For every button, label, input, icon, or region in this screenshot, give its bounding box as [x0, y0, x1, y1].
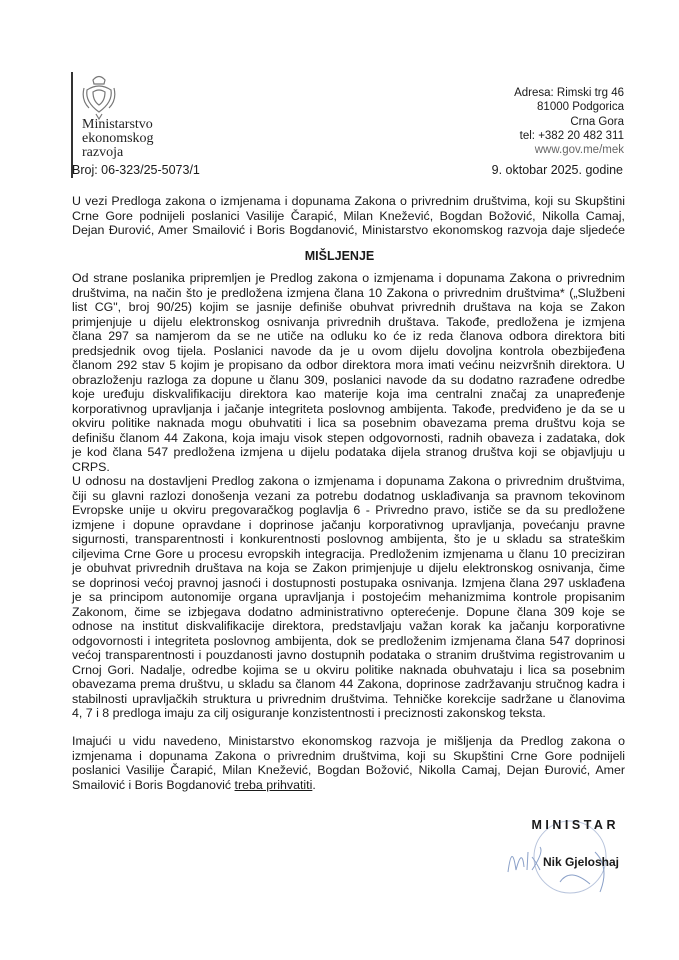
- address-line: Crna Gora: [570, 115, 624, 128]
- paragraph-1: [72, 271, 625, 474]
- text-line: Evropske unije u okviru pregovaračkog poglavlja 6 - Privredno pravo, ističe se da su predložene: [72, 503, 625, 517]
- paragraph-3: [72, 734, 625, 792]
- text-line: obavezama prema društvu, u skladu sa članom 44 Zakona, doprinose zadržavanju stručnog kadra i: [72, 677, 625, 691]
- text-line: članom 292 stav 5 kojim je propisano da odbor direktora mora imati većinu neizvršnih direktora. U: [72, 358, 625, 372]
- ministry-line: Ministarstvo: [82, 117, 153, 132]
- signatory-name: Nik Gjeloshaj: [542, 855, 619, 869]
- text-line: okviru politike naknada mogu obuhvatiti i lica sa posebnim obavezama prema društvu koja se: [72, 416, 625, 430]
- address-line: Adresa: Rimski trg 46: [514, 87, 624, 99]
- coat-of-arms-icon: [82, 72, 116, 122]
- text-fragment: Smailović i Boris Bogdanović: [72, 777, 235, 792]
- phone: tel: +382 20 482 311: [519, 129, 624, 142]
- address-block: [514, 86, 624, 157]
- text-line: poslanici Vasilije Čarapić, Milan Knežević, Bogdan Božović, Nikolla Camaj, Dejan Đurović, Amer: [72, 763, 625, 777]
- paragraph-2: [72, 474, 625, 721]
- conclusion-underlined: treba prihvatiti: [234, 777, 313, 792]
- text-line: Crne Gore podnijeli poslanici Vasilije Čarapić, Milan Knežević, Bogdan Božović, Nikolla Camaj,: [72, 208, 625, 223]
- ministry-line: ekonomskog: [82, 131, 154, 146]
- text-line: stabilnosti upravljačkih struktura u privrednim društvima. Tehničke korekcije sadržane u članovima: [72, 691, 625, 706]
- document-date: 9. oktobar 2025. godine: [491, 163, 623, 177]
- text-line: većoj transparentnosti i pouzdanosti javno dostupnih podataka o stranim društvima registrovanim u: [72, 648, 625, 662]
- text-line: se doprinosi većoj pravnoj jasnoći i dostupnosti postupaka osnivanja. Izmjena člana 297 usklađena: [72, 575, 625, 590]
- ministry-line: razvoja: [82, 145, 124, 160]
- text-line: odgovornosti i integriteta poslovnog ambijenta, dok se predloženim izmjenama člana 547 doprinosi: [72, 633, 625, 648]
- text-line: sigurnosti, transparentnosti i konkurentnosti poslovnog ambijenta, što je u skladu sa strateškim: [72, 532, 625, 546]
- text-line: predsjednik ovog tijela. Poslanici navode da je u ovom dijelu dovoljna kontrola obezbijeđena: [72, 343, 625, 358]
- text-line: U odnosu na dostavljeni Predlog zakona o izmjenama i dopunama Zakona o privrednim društvima,: [72, 474, 625, 488]
- website-link[interactable]: www.gov.me/mek: [534, 144, 624, 157]
- ministry-name: [82, 118, 154, 160]
- text-line: CRPS.: [72, 459, 110, 474]
- text-line: Od strane poslanika pripremljen je Predlog zakona o izmjenama i dopunama Zakona o privrednim: [72, 271, 625, 285]
- text-line: izmjene i dopune opravdane i doprinose jačanju korporativnog upravljanja, povećanju pravne: [72, 517, 625, 532]
- text-line: izmjenama i dopunama Zakona o privrednim društvima, koji su Skupštini Crne Gore podnijeli: [72, 748, 625, 763]
- text-line: 4, 7 i 8 predloga imaju za cilj osiguranje konzistentnosti i preciznosti zakonskog teksta.: [72, 706, 546, 720]
- text-line: Dejan Đurović, Amer Smailović i Boris Bogdanović, Ministarstvo ekonomskog razvoja daje sljedeće: [72, 223, 625, 237]
- text-line: Zakonom, čime se izbjegava dodatno administrativno opterećenje. Dopune člana 309 koje se: [72, 604, 625, 619]
- text-line: primjenjuje u dijelu elektronskog osnivanja privrednih društava. Takođe, predložena je izmjena: [72, 314, 625, 329]
- text-line: Imajući u vidu navedeno, Ministarstvo ekonomskog razvoja je mišljenja da Predlog zakona o: [72, 734, 625, 748]
- text-fragment: .: [312, 777, 316, 792]
- text-line: čiji su glavni razlozi donošenja vezani za potrebu dodatnog usklađivanja sa pravnom tekovinom: [72, 488, 625, 503]
- text-line: korporativnog upravljanja i jačanje integriteta poslovnog ambijenta. Takođe, predviđeno je da se u: [72, 401, 625, 416]
- text-line: obrazloženju razloga za dopune u članu 309, poslanici navode da su dodatno razrađene odredbe: [72, 372, 625, 387]
- text-line: je kod člana 547 predložena izmjena u dijelu podataka dijela stranog društva koji se objavljuju u: [72, 445, 625, 459]
- text-line: odnose na institut diskvalifikacije direktora, predstavljaju važan korak ka jačanju korporativne: [72, 619, 625, 633]
- text-line: list CG", broj 90/25) kojim se jasnije definiše obuhvat privrednih društava na koja se Zakon: [72, 300, 625, 314]
- address-line: 81000 Podgorica: [537, 101, 624, 114]
- text-line: koje uređuju diskvalifikaciju direktora kao materije koja ima centralni značaj za unapređenje: [72, 387, 625, 401]
- text-line: člana 297 sa namjerom da se ne utiče na odluku ko će iz reda članova odbora direktora biti: [72, 329, 625, 343]
- text-line: je sa principom autonomije organa upravljanja i postojećim mehanizmima kontrole propisanim: [72, 590, 625, 604]
- text-line: je obuhvat privrednih društava na koja se Zakon primjenjuje u dijelu elektronskog osnivanja, čime: [72, 561, 625, 575]
- text-line: Crnoj Gori. Nadalje, odredbe kojima se u okviru politike naknada obuhvataju i lica sa posebnim: [72, 662, 625, 677]
- text-line: definišu članom 44 Zakona, koja imaju visok stepen odgovornosti, radnih obaveza i zadataka, dok: [72, 430, 625, 445]
- text-line: društvima, na način što je predložena izmjena člana 10 Zakona o privrednim društvima* („Službeni: [72, 285, 625, 300]
- document-title: MIŠLJENJE: [304, 249, 375, 263]
- text-line: ciljevima Crne Gore u procesu evropskih integracija. Predloženim izmjenama u članu 10 preciziran: [72, 546, 625, 561]
- intro-paragraph: [72, 194, 625, 238]
- text-line: U vezi Predloga zakona o izmjenama i dopunama Zakona o privrednim društvima, koji su Skupštini: [72, 194, 625, 208]
- text-line: [72, 778, 625, 793]
- reference-number: Broj: 06-323/25-5073/1: [72, 163, 200, 177]
- signatory-role: MINISTAR: [531, 818, 619, 832]
